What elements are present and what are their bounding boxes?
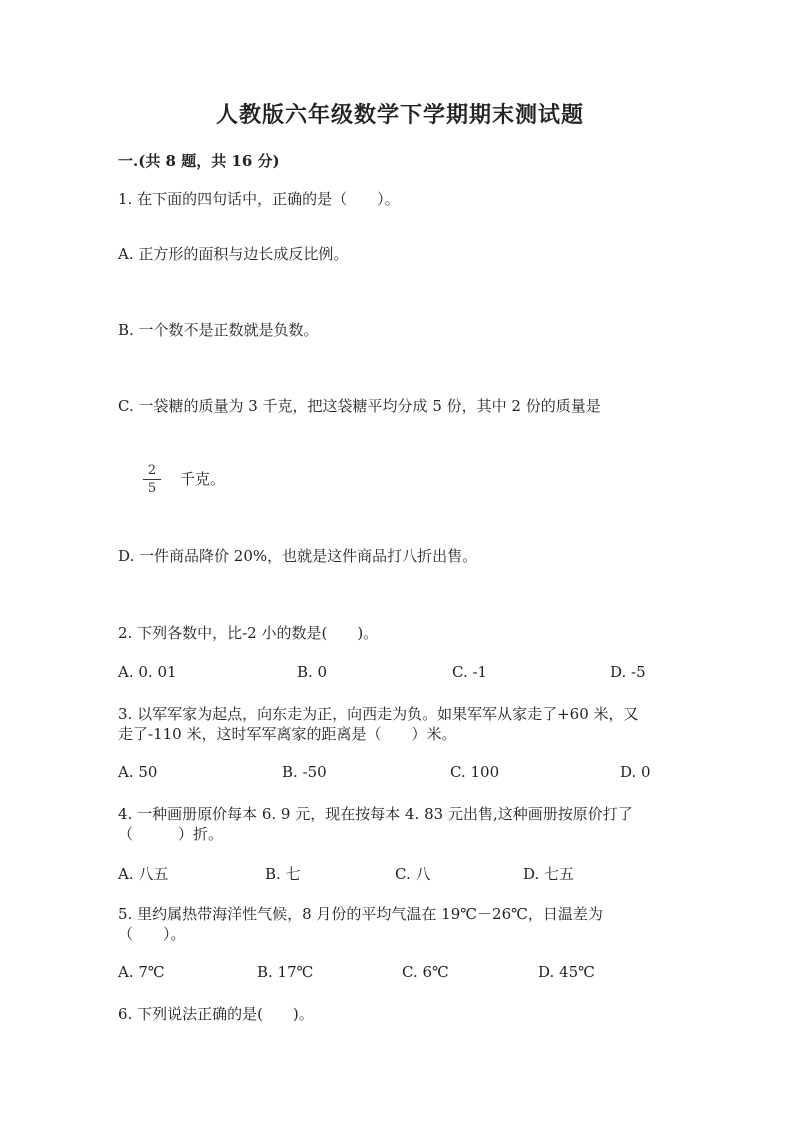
question-3-stem-line-1: 3. 以军军家为起点，向东走为正，向西走为负。如果军军从家走了+60 米，又: [118, 705, 639, 723]
question-3-option-a: A. 50: [118, 763, 158, 781]
question-5-option-b: B. 17℃: [257, 963, 314, 981]
question-6-stem: 6. 下列说法正确的是( )。: [118, 1005, 314, 1023]
section-heading: 一.(共 8 题，共 16 分): [118, 152, 280, 170]
question-4-option-a: A. 八五: [118, 865, 169, 883]
question-4-option-b: B. 七: [265, 865, 301, 883]
question-2-stem: 2. 下列各数中，比-2 小的数是( )。: [118, 624, 379, 642]
question-3-option-c: C. 100: [450, 763, 500, 781]
question-5-option-d: D. 45℃: [538, 963, 595, 981]
question-1-option-d: D. 一件商品降价 20%，也就是这件商品打八折出售。: [118, 547, 478, 565]
question-5-stem-line-2: （ ）。: [118, 925, 186, 943]
question-1-option-c: C. 一袋糖的质量为 3 千克，把这袋糖平均分成 5 份，其中 2 份的质量是: [118, 397, 601, 415]
question-2-option-d: D. -5: [610, 663, 646, 681]
fraction-numerator: 2: [147, 463, 157, 478]
question-2-option-b: B. 0: [297, 663, 328, 681]
question-4-stem-line-2: （ ）折。: [118, 825, 224, 843]
fraction-denominator: 5: [147, 481, 157, 496]
question-4-stem-line-1: 4. 一种画册原价每本 6. 9 元，现在按每本 4. 83 元出售,这种画册按原价打了: [118, 805, 633, 823]
question-1-stem: 1. 在下面的四句话中，正确的是（ ）。: [118, 190, 400, 208]
question-5-option-c: C. 6℃: [402, 963, 449, 981]
question-4-option-c: C. 八: [395, 865, 431, 883]
question-5-option-a: A. 7℃: [118, 963, 165, 981]
fraction-bar: [143, 479, 161, 480]
question-3-option-b: B. -50: [282, 763, 327, 781]
question-3-option-d: D. 0: [620, 763, 651, 781]
question-3-stem-line-2: 走了-110 米，这时军军离家的距离是（ ）米。: [118, 725, 457, 743]
question-2-option-c: C. -1: [452, 663, 488, 681]
page-title: 人教版六年级数学下学期期末测试题: [215, 102, 584, 128]
fraction-two-fifths: [141, 463, 163, 496]
question-1-option-b: B. 一个数不是正数就是负数。: [118, 321, 319, 339]
question-2-option-a: A. 0. 01: [118, 663, 177, 681]
question-1-option-a: A. 正方形的面积与边长成反比例。: [118, 245, 349, 263]
question-1-option-c-unit: 千克。: [180, 470, 226, 488]
question-5-stem-line-1: 5. 里约属热带海洋性气候，8 月份的平均气温在 19℃－26℃，日温差为: [118, 905, 603, 923]
question-4-option-d: D. 七五: [523, 865, 575, 883]
